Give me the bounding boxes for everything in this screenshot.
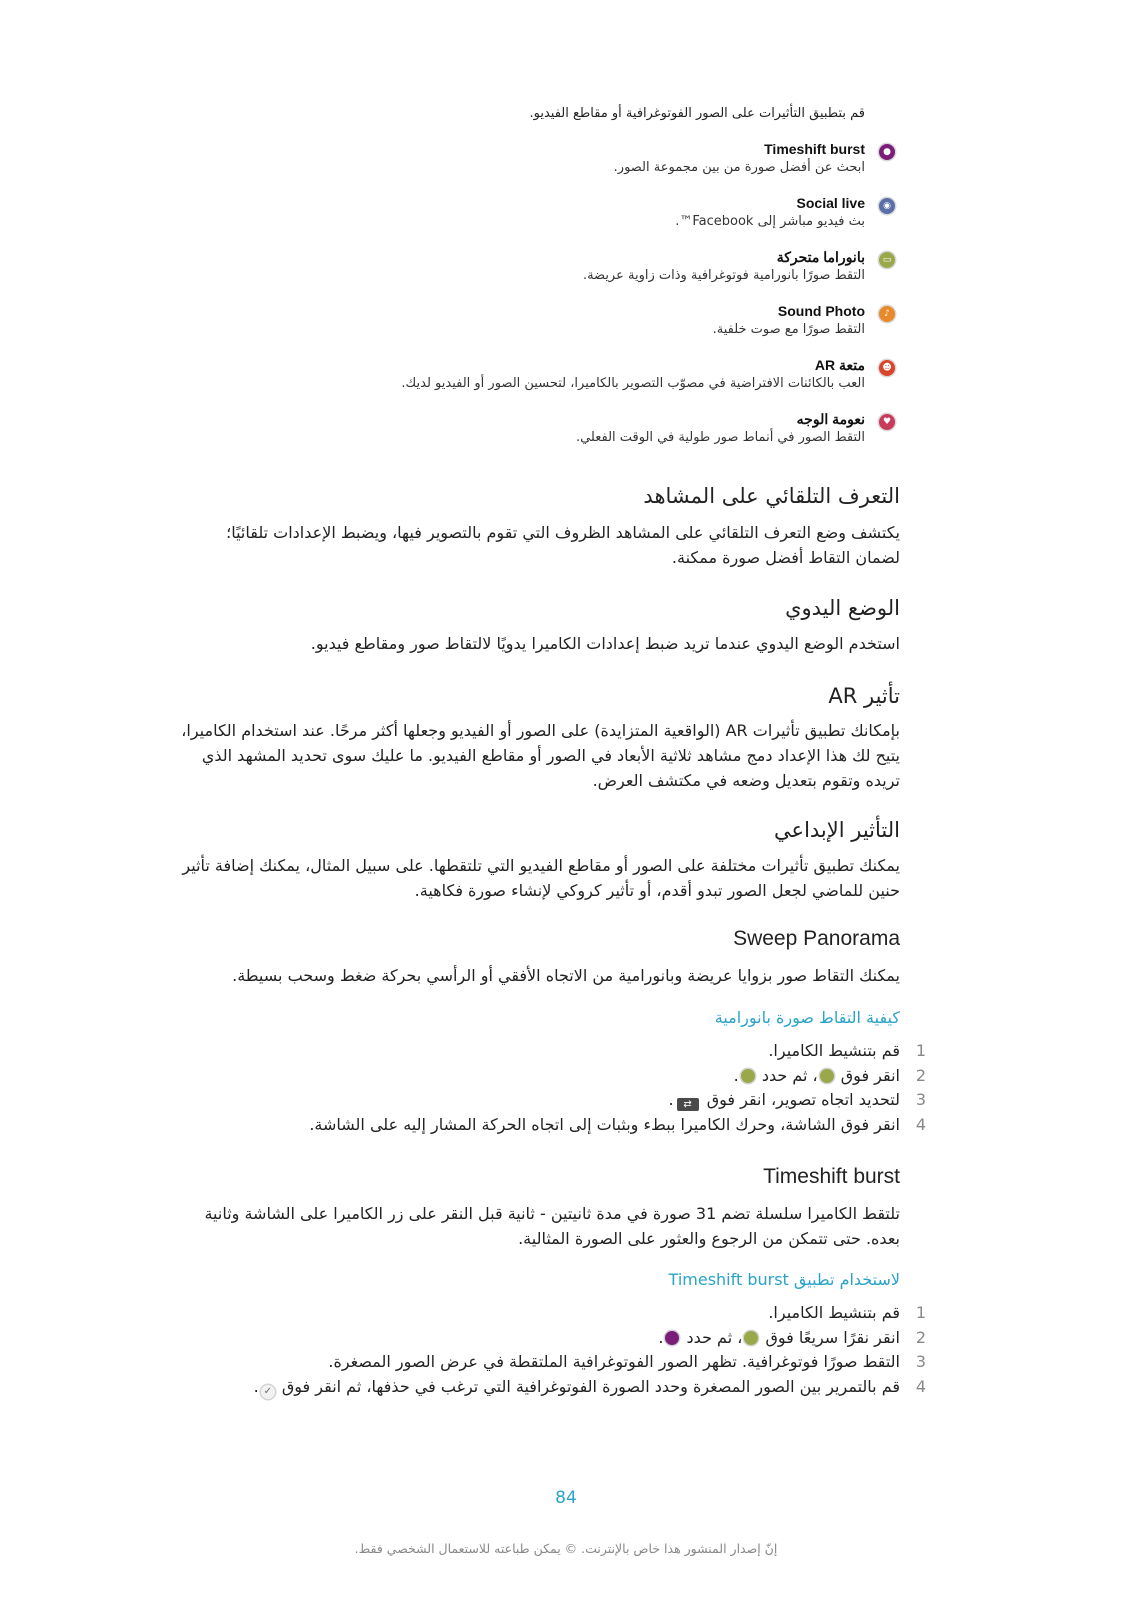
howto-title-sweep: كيفية التقاط صورة بانورامية — [714, 1008, 900, 1027]
feature-desc: العب بالكائنات الافتراضية في مصوّب التصوير بالكاميرا، لتحسين الصور أو الفيديو لديك. — [401, 376, 865, 391]
section-text-sweep: يمكنك التقاط صور بزوايا عريضة وبانورامية من الاتجاه الأفقي أو الرأسي بحركة ضغط وسحب بسيطة. — [232, 966, 900, 985]
list-item — [168, 1350, 928, 1375]
feature-title: Sound Photo — [777, 303, 865, 319]
feature-desc: التقط صورًا مع صوت خلفية. — [712, 322, 865, 337]
section-title-sweep: Sweep Panorama — [733, 927, 900, 950]
feature-desc: التقط صورًا بانورامية فوتوغرافية وذات زاوية عريضة. — [582, 268, 865, 283]
step-number: 3 — [915, 1352, 927, 1371]
footer-note: إنّ إصدار المنشور هذا خاص بالإنترنت. © يمكن طباعته للاستعمال الشخصي فقط. — [354, 1541, 778, 1556]
step-number: 3 — [915, 1090, 927, 1109]
section-title-timeshift: Timeshift burst — [763, 1165, 900, 1188]
feature-desc: التقط الصور في أنماط صور طولية في الوقت الفعلي. — [575, 430, 865, 445]
section-title-ar: تأثير AR — [828, 684, 900, 708]
steps-timeshift — [168, 1301, 928, 1399]
list-item: 2 انقر نقرًا سريعًا فوق ، ثم حدد . — [168, 1326, 928, 1351]
section-text-manual: استخدم الوضع اليدوي عندما تريد ضبط إعدادات الكاميرا يدويًا لالتقاط صور ومقاطع فيديو. — [310, 634, 900, 653]
step-number: 4 — [915, 1376, 927, 1396]
sound-photo-icon: ♪ — [879, 306, 895, 322]
step-number: 2 — [915, 1065, 927, 1085]
checkmark-icon: ✓ — [261, 1385, 275, 1399]
step-text-cont: ، ثم حدد — [756, 1065, 818, 1085]
feature-title: متعة AR — [814, 357, 865, 373]
list-item: 3 لتحديد اتجاه تصوير، انقر فوق ⇄. — [168, 1088, 928, 1113]
step-text: قم بالتمرير بين الصور المصغرة وحدد الصورة الفوتوغرافية التي ترغب في حذفها، ثم انقر فوق — [276, 1376, 900, 1396]
step-text: لتحديد اتجاه تصوير، انقر فوق — [701, 1090, 900, 1109]
list-item: 2 انقر فوق ، ثم حدد . — [168, 1064, 928, 1089]
feature-title: بانوراما متحركة — [776, 249, 865, 265]
effects-intro: قم بتطبيق التأثيرات على الصور الفوتوغرافية أو مقاطع الفيديو. — [529, 106, 865, 121]
feature-desc: بث فيديو مباشر إلى Facebook™. — [675, 214, 865, 229]
section-title-manual: الوضع اليدوي — [785, 596, 900, 620]
camera-mode-icon — [744, 1331, 758, 1345]
list-item — [168, 1039, 928, 1064]
step-text: قم بتنشيط الكاميرا. — [768, 1303, 900, 1322]
section-text-ar: بإمكانك تطبيق تأثيرات AR (الواقعية المتزايدة) على الصور أو الفيديو وجعلها أكثر مرحًا. عند استخدام الكاميرا، يتيح لك هذا الإعداد دمج مشاهد ثلاثية الأبعاد في الصور أو مقاطع الفيديو. ما عليك سوى تحديد المشهد الذي تريده وتقوم بتعديل وضعه في مكتشف العرض. — [181, 721, 900, 790]
steps-sweep — [168, 1039, 928, 1137]
soft-skin-icon: ♥ — [879, 414, 895, 430]
step-text: انقر فوق — [835, 1065, 900, 1085]
sweep-panorama-icon: ▭ — [879, 252, 895, 268]
camera-mode-icon — [820, 1069, 834, 1083]
section-title-creative: التأثير الإبداعي — [774, 818, 900, 842]
feature-title: Timeshift burst — [764, 141, 865, 157]
section-text-timeshift: تلتقط الكاميرا سلسلة تضم 31 صورة في مدة ثانيتين - ثانية قبل النقر على زر الكاميرا على الشاشة وثانية بعده. حتى تتمكن من الرجوع والعثور على الصورة المثالية. — [204, 1204, 900, 1248]
step-text: التقط صورًا فوتوغرافية. تظهر الصور الفوتوغرافية الملتقطة في عرض الصور المصغرة. — [328, 1352, 900, 1371]
step-text: انقر فوق الشاشة، وحرك الكاميرا ببطء وبثبات إلى اتجاه الحركة المشار إليه على الشاشة. — [309, 1114, 900, 1134]
page-number: 84 — [555, 1488, 577, 1508]
feature-title: Social live — [796, 195, 865, 211]
step-text-cont: ، ثم حدد — [681, 1327, 743, 1347]
timeshift-icon — [665, 1331, 679, 1345]
step-text: قم بتنشيط الكاميرا. — [768, 1041, 900, 1060]
ar-fun-icon: ☻ — [879, 360, 895, 376]
list-item — [168, 1301, 928, 1326]
list-item — [168, 1113, 928, 1138]
social-live-icon: ◉ — [879, 198, 895, 214]
feature-title: نعومة الوجه — [796, 411, 865, 427]
list-item: 4 قم بالتمرير بين الصور المصغرة وحدد الصورة الفوتوغرافية التي ترغب في حذفها، ثم انقر فوق ✓. — [168, 1375, 928, 1400]
section-title-auto: التعرف التلقائي على المشاهد — [643, 484, 900, 508]
timeshift-icon: ● — [879, 144, 895, 160]
section-text-creative: يمكنك تطبيق تأثيرات مختلفة على الصور أو مقاطع الفيديو التي تلتقطها. على سبيل المثال، يمكنك إضافة تأثير حنين للماضي لجعل الصور تبدو أقدم، أو تأثير كروكي لإنشاء صورة فكاهية. — [182, 856, 900, 900]
step-number: 4 — [915, 1114, 927, 1134]
sweep-panorama-icon — [741, 1069, 755, 1083]
step-number: 1 — [915, 1303, 927, 1322]
section-text-auto: يكتشف وضع التعرف التلقائي على المشاهد الظروف التي تقوم بالتصوير فيها، ويضبط الإعدادات تلقائيًا؛ لضمان التقاط أفضل صورة ممكنة. — [226, 523, 900, 567]
feature-desc: ابحث عن أفضل صورة من بين مجموعة الصور. — [613, 160, 865, 175]
direction-arrow-icon: ⇄ — [677, 1098, 699, 1111]
step-number: 1 — [915, 1041, 927, 1060]
howto-title-timeshift: لاستخدام تطبيق Timeshift burst — [668, 1270, 900, 1289]
step-number: 2 — [915, 1327, 927, 1347]
step-text: انقر نقرًا سريعًا فوق — [760, 1327, 900, 1347]
